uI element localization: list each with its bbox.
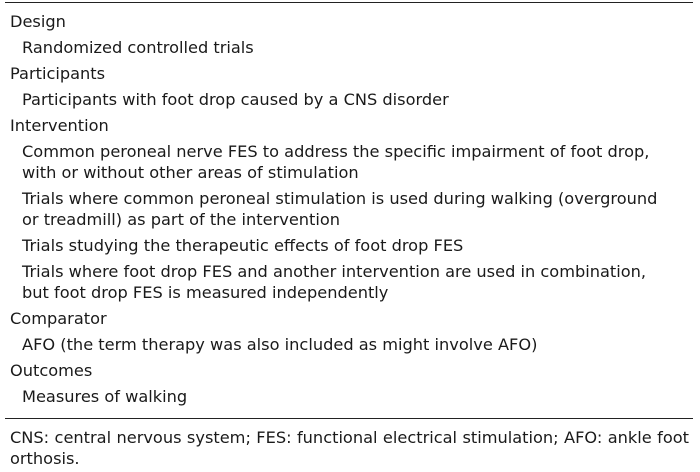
- section-design: [5, 11, 693, 58]
- list-item: Trials studying the therapeutic effects of foot drop FES: [22, 236, 464, 255]
- list-item: Measures of walking: [22, 387, 188, 406]
- section-heading: Outcomes: [10, 361, 93, 380]
- list-item: Randomized controlled trials: [22, 38, 254, 57]
- section-heading: Participants: [10, 64, 106, 83]
- section-heading: Design: [10, 12, 66, 31]
- section-heading: Intervention: [10, 116, 109, 135]
- criteria-table: [5, 2, 693, 469]
- section-outcomes: [5, 360, 693, 407]
- section-participants: [5, 63, 693, 110]
- section-heading: Comparator: [10, 309, 107, 328]
- list-item: AFO (the term therapy was also included as might involve AFO): [22, 335, 538, 354]
- section-comparator: [5, 308, 693, 355]
- list-item: Trials where foot drop FES and another intervention are used in combination, but foot drop FES is measured independently: [22, 262, 647, 302]
- table-body: [5, 3, 693, 418]
- list-item: Common peroneal nerve FES to address the specific impairment of foot drop, with or without other areas of stimulation: [22, 142, 650, 182]
- section-intervention: [5, 115, 693, 303]
- list-item: Trials where common peroneal stimulation is used during walking (overground or treadmill) as part of the intervention: [22, 189, 658, 229]
- list-item: Participants with foot drop caused by a CNS disorder: [22, 90, 449, 109]
- table-footnote: CNS: central nervous system; FES: functional electrical stimulation; AFO: ankle foot orthosis.: [10, 428, 689, 468]
